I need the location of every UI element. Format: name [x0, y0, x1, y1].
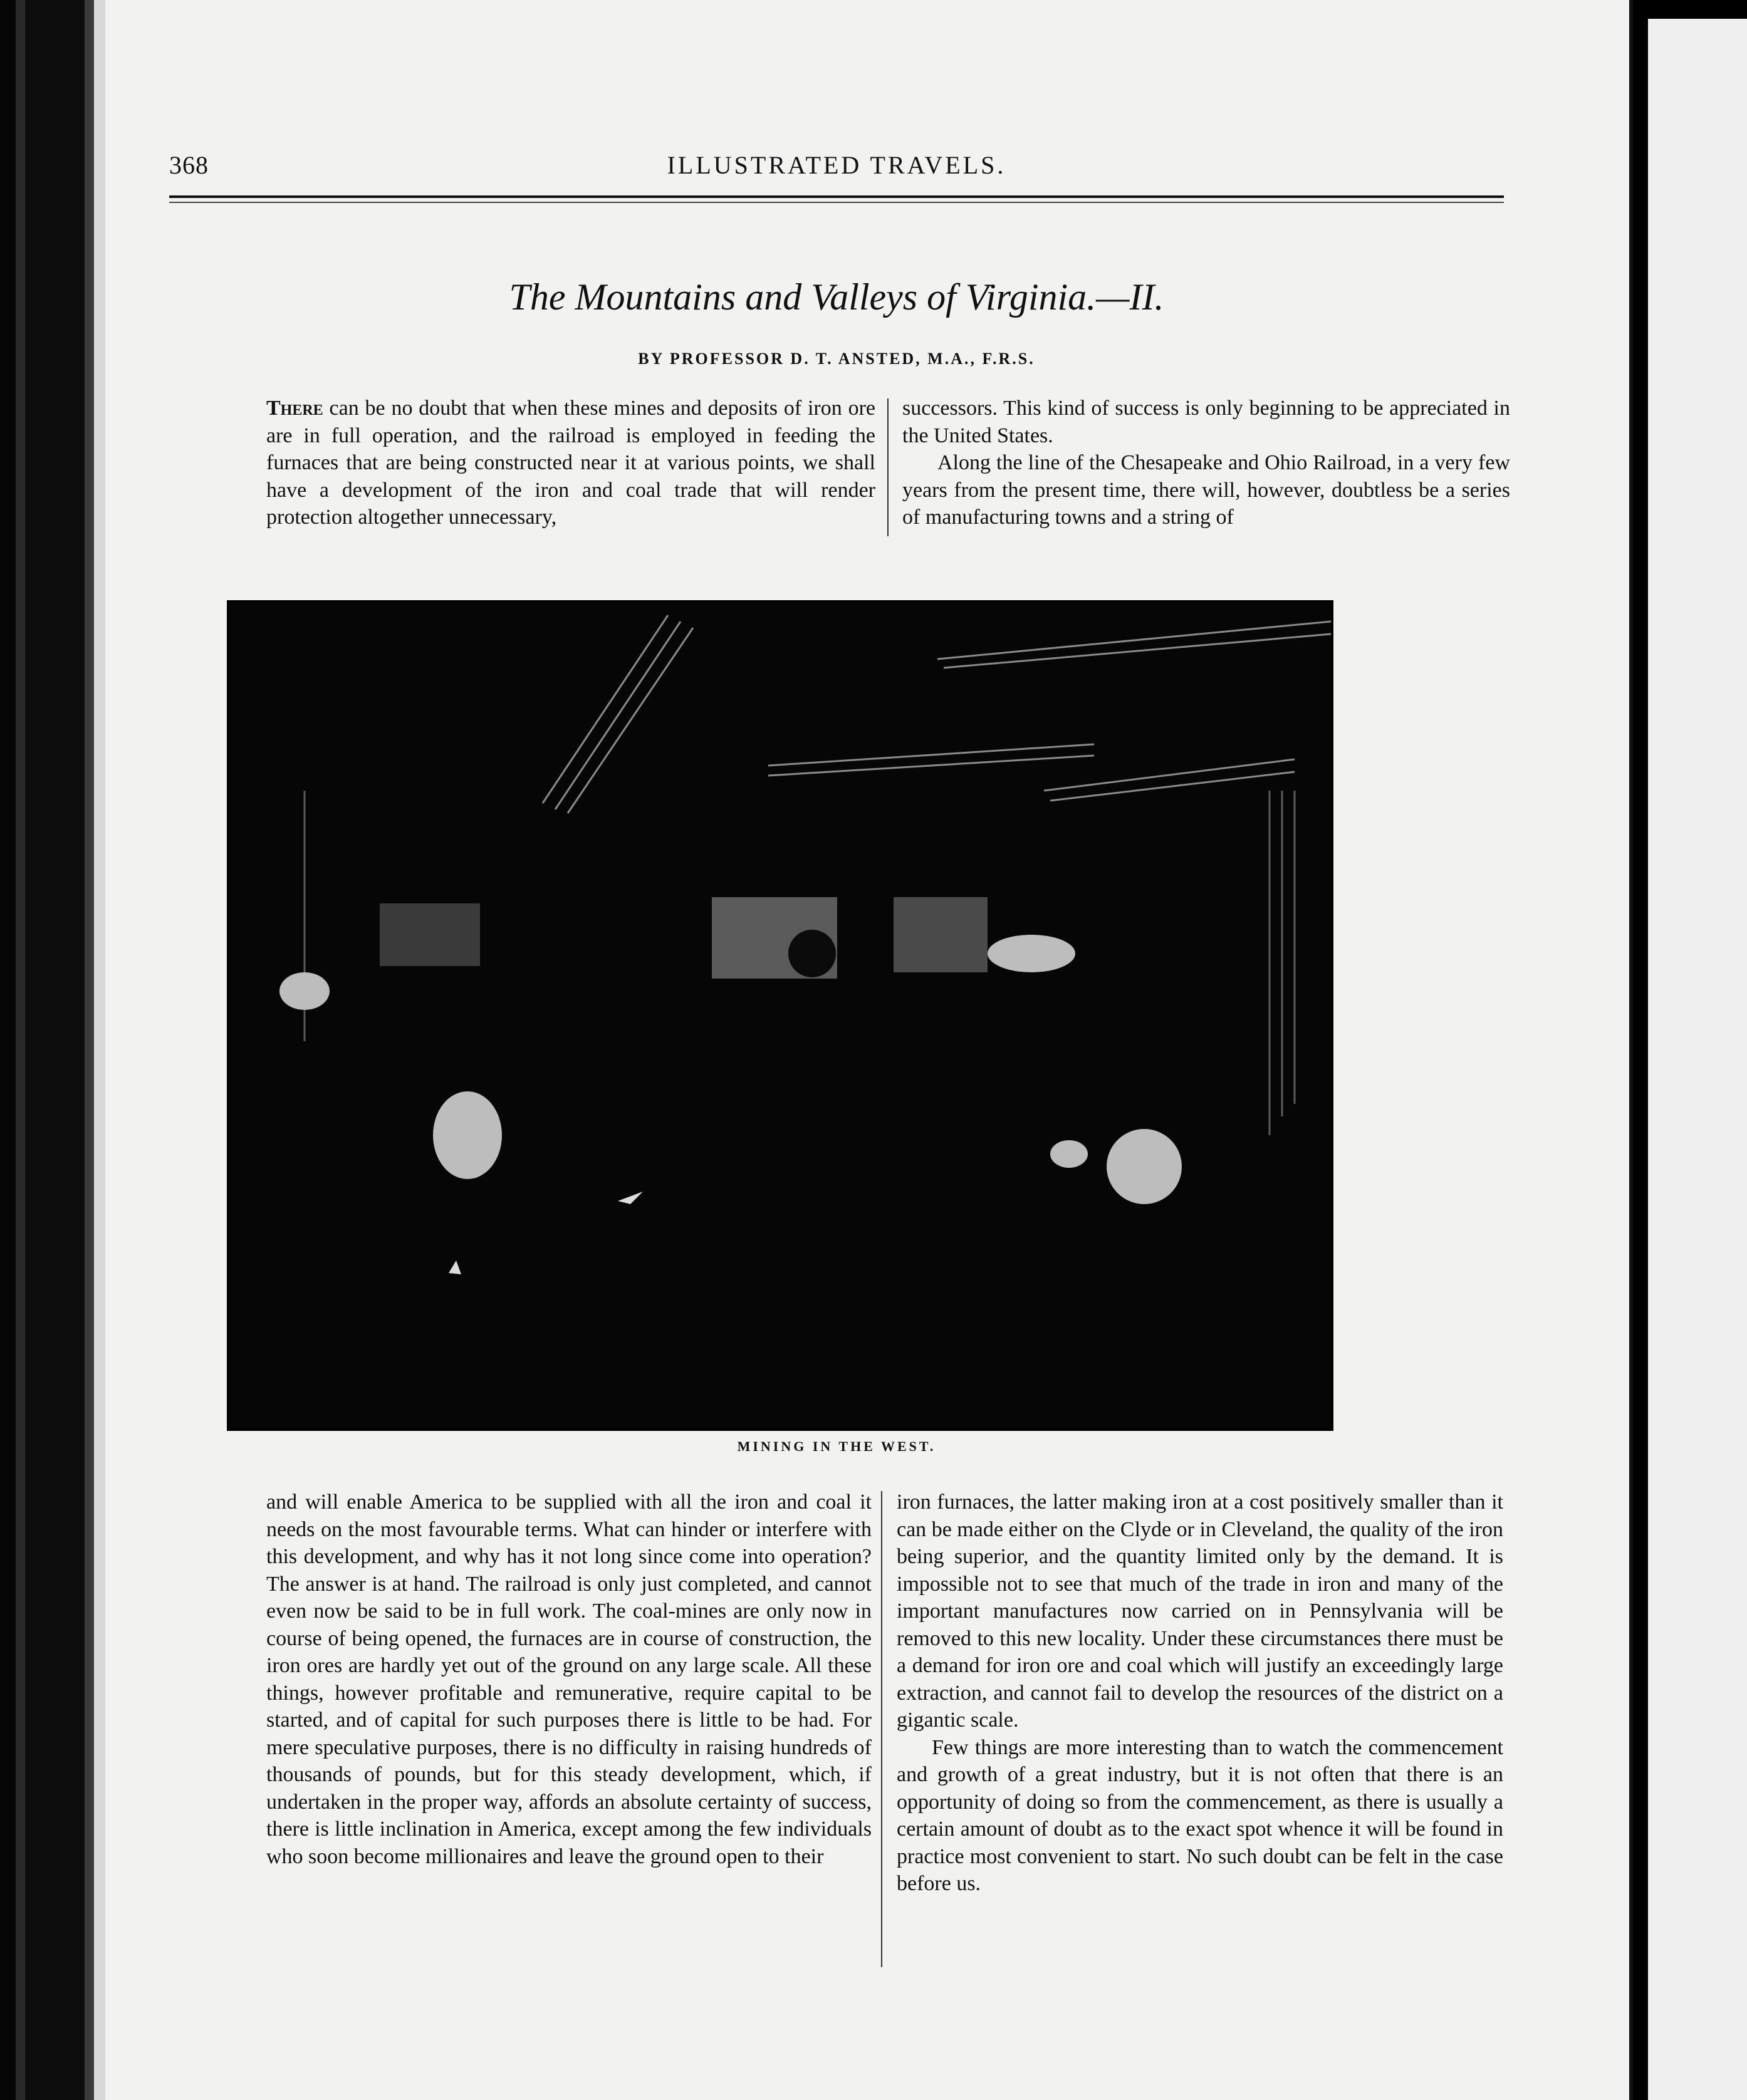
- text-column-top-left: [266, 395, 875, 531]
- header-rule-thin: [169, 202, 1504, 203]
- article-byline: BY PROFESSOR D. T. ANSTED, M.A., F.R.S.: [638, 350, 1035, 368]
- engraving-background: [229, 603, 1331, 1428]
- paragraph: Few things are more interesting than to watch the commencement and growth of a great industry, but it is not often that there is an opportunity of doing so from the commencement, as there is usually a certain amount of doubt as to the exact spot whence it will be found in practice most convenient to start. No such doubt can be felt in the case before us.: [897, 1735, 1503, 1895]
- adjacent-page-edge: [1648, 19, 1747, 2100]
- text-column-bottom-right: [897, 1489, 1503, 1898]
- header-rule: [169, 195, 1504, 198]
- journal-title: ILLUSTRATED TRAVELS.: [667, 151, 1006, 179]
- paragraph: [266, 395, 875, 531]
- engraving-mining-in-the-west: [227, 600, 1333, 1431]
- page-edge: [1629, 0, 1633, 2100]
- running-header: [169, 150, 1504, 188]
- miner-silhouette-head: [788, 930, 836, 977]
- paragraph: and will enable America to be supplied with all the iron and coal it needs on the most favourable terms. What can hinder or interfere with this development, and why has it not long since come into operation? The answer is at hand. The railroad is only just completed, and cannot even now be said to be in full work. The coal-mines are only now in course of being opened, the furnaces are in course of construction, the iron ores are hardly yet out of the ground on any large scale. All these things, however profitable and remunerative, require capital to be started, and of capital for such purposes there is little to be had. For mere speculative purposes, there is no difficulty in raising hundreds of thousands of pounds, but for this steady development, which, if undertaken in the proper way, affords an absolute certainty of success, there is little inclination in America, except among the few individuals who soon become millionaires and leave the ground open to their: [266, 1490, 872, 1868]
- scan-binding-edge: [0, 0, 105, 2100]
- paragraph: successors. This kind of success is only beginning to be appreciated in the United States.: [902, 397, 1510, 447]
- paragraph: iron furnaces, the latter making iron at a cost positively smaller than it can be made either on the Clyde or in Cleveland, the quality of the iron being superior, and the quantity limited only by the demand. It is impossible not to see that much of the trade in iron and many of the important manufactures now carried on in Pennsylvania will be removed to this new locality. Under these circumstances there must be a demand for iron ore and coal which will justify an exceedingly large extraction, and cannot fail to develop the resources of the district on a gigantic scale.: [897, 1490, 1503, 1732]
- text-column-bottom-left: [266, 1489, 872, 1870]
- lit-opening-right: [894, 897, 988, 972]
- lit-opening-left: [380, 903, 480, 966]
- paragraph: Along the line of the Chesapeake and Ohio Railroad, in a very few years from the present time, there will, however, doubtless be a series of manufacturing towns and a string of: [902, 451, 1510, 529]
- lead-word: There: [266, 397, 323, 420]
- text-column-top-right: [902, 395, 1510, 531]
- column-rule-top: [887, 398, 889, 536]
- article-title: The Mountains and Valleys of Virginia.—II.: [509, 276, 1164, 318]
- engraving-artwork: [229, 603, 1331, 1428]
- column-rule-bottom: [881, 1491, 882, 1967]
- paragraph-text: can be no doubt that when these mines and deposits of iron ore are in full operation, and the railroad is employed in feeding the furnaces that are being constructed near it at various points, we shall have a development of the iron and coal trade that will render protection altogether unnecessary,: [266, 397, 875, 529]
- illustration-caption: MINING IN THE WEST.: [737, 1438, 936, 1454]
- page-number: 368: [169, 151, 209, 179]
